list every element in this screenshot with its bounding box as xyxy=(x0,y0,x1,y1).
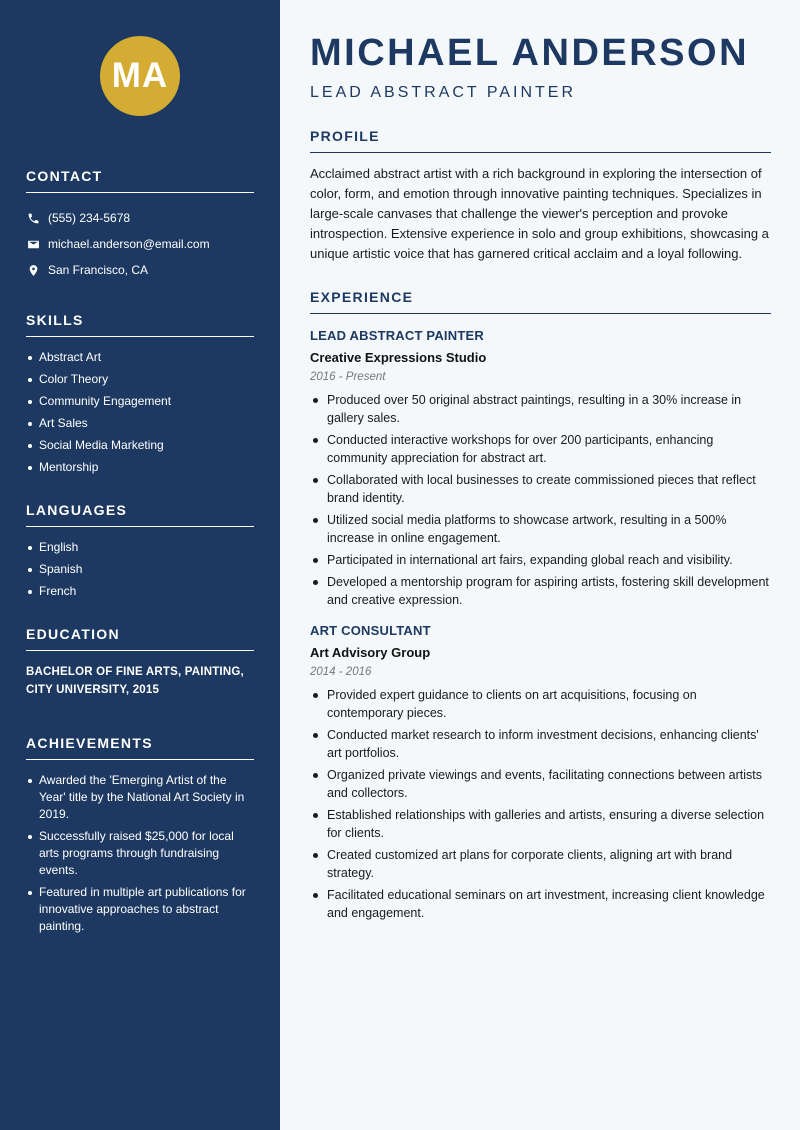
mail-icon xyxy=(26,237,40,251)
job-bullet: Facilitated educational seminars on art investment, increasing client knowledge and engagement. xyxy=(310,886,771,922)
languages-section xyxy=(26,502,254,600)
job-company: Art Advisory Group xyxy=(310,645,431,660)
education-school: CITY UNIVERSITY, 2015 xyxy=(26,684,160,696)
contact-location-row xyxy=(26,257,254,283)
sidebar xyxy=(0,0,280,1130)
main-content xyxy=(280,0,800,1130)
job-bullet: Provided expert guidance to clients on art acquisitions, focusing on contemporary pieces. xyxy=(310,686,771,722)
achievements-list xyxy=(26,772,254,935)
skills-section xyxy=(26,312,254,476)
avatar: MA xyxy=(100,36,180,116)
profile-text: Acclaimed abstract artist with a rich background in exploring the intersection of color, form, and emotion through innovative painting techniques. Specializes in large-scale canvases that challenge the viewer's perception and provoke introspection. Extensive experience in solo and group exhibitions, showcasing a unique artistic voice that has garnered critical acclaim and a loyal following. xyxy=(310,166,769,261)
language-item: French xyxy=(26,583,254,600)
candidate-title: LEAD ABSTRACT PAINTER xyxy=(310,84,577,101)
languages-heading: LANGUAGES xyxy=(26,502,254,527)
experience-section xyxy=(310,289,771,922)
job-bullets xyxy=(310,686,771,922)
contact-email[interactable]: michael.anderson@email.com xyxy=(48,237,210,251)
achievement-item: Successfully raised $25,000 for local arts programs through fundraising events. xyxy=(26,828,254,879)
job-company: Creative Expressions Studio xyxy=(310,350,487,365)
contact-phone[interactable]: (555) 234-5678 xyxy=(48,211,131,225)
job-bullet: Collaborated with local businesses to create commissioned pieces that reflect brand identity. xyxy=(310,471,771,507)
candidate-name: MICHAEL ANDERSON xyxy=(310,32,750,74)
achievement-item: Featured in multiple art publications for innovative approaches to abstract painting. xyxy=(26,884,254,935)
job-bullet: Developed a mentorship program for aspiring artists, fostering skill development and creative expression. xyxy=(310,573,771,609)
phone-icon xyxy=(26,211,40,225)
contact-section xyxy=(26,168,254,283)
skill-item: Community Engagement xyxy=(26,393,254,410)
profile-section xyxy=(310,128,771,264)
skill-item: Color Theory xyxy=(26,371,254,388)
education-degree: BACHELOR OF FINE ARTS, PAINTING, xyxy=(26,666,244,678)
job-title: LEAD ABSTRACT PAINTER xyxy=(310,328,484,343)
education-section xyxy=(26,626,254,699)
skill-item: Mentorship xyxy=(26,459,254,476)
job-bullet: Organized private viewings and events, facilitating connections between artists and collectors. xyxy=(310,766,771,802)
experience-heading: EXPERIENCE xyxy=(310,289,771,314)
profile-heading: PROFILE xyxy=(310,128,771,153)
location-pin-icon xyxy=(26,263,40,277)
achievements-heading: ACHIEVEMENTS xyxy=(26,735,254,760)
achievement-item: Awarded the 'Emerging Artist of the Year' title by the National Art Society in 2019. xyxy=(26,772,254,823)
job-bullet: Conducted interactive workshops for over 200 participants, enhancing community appreciation for abstract art. xyxy=(310,431,771,467)
skill-item: Abstract Art xyxy=(26,349,254,366)
languages-list xyxy=(26,539,254,600)
job-bullet: Utilized social media platforms to showcase artwork, resulting in a 500% increase in online engagement. xyxy=(310,511,771,547)
job-dates: 2014 - 2016 xyxy=(310,666,372,678)
skill-item: Art Sales xyxy=(26,415,254,432)
contact-phone-row xyxy=(26,205,254,231)
job-bullet: Established relationships with galleries and artists, ensuring a diverse selection for clients. xyxy=(310,806,771,842)
achievements-section xyxy=(26,735,254,935)
education-heading: EDUCATION xyxy=(26,626,254,651)
job-title: ART CONSULTANT xyxy=(310,623,431,638)
contact-heading: CONTACT xyxy=(26,168,254,193)
job-entry xyxy=(310,623,771,922)
job-bullet: Produced over 50 original abstract paintings, resulting in a 30% increase in gallery sales. xyxy=(310,391,771,427)
job-entry xyxy=(310,328,771,609)
job-bullet: Created customized art plans for corporate clients, aligning art with brand strategy. xyxy=(310,846,771,882)
job-bullets xyxy=(310,391,771,609)
language-item: English xyxy=(26,539,254,556)
job-bullet: Participated in international art fairs, expanding global reach and visibility. xyxy=(310,551,771,569)
skill-item: Social Media Marketing xyxy=(26,437,254,454)
skills-heading: SKILLS xyxy=(26,312,254,337)
contact-location: San Francisco, CA xyxy=(48,263,149,277)
job-bullet: Conducted market research to inform investment decisions, enhancing clients' art portfolios. xyxy=(310,726,771,762)
job-dates: 2016 - Present xyxy=(310,371,386,383)
skills-list xyxy=(26,349,254,476)
language-item: Spanish xyxy=(26,561,254,578)
contact-email-row xyxy=(26,231,254,257)
